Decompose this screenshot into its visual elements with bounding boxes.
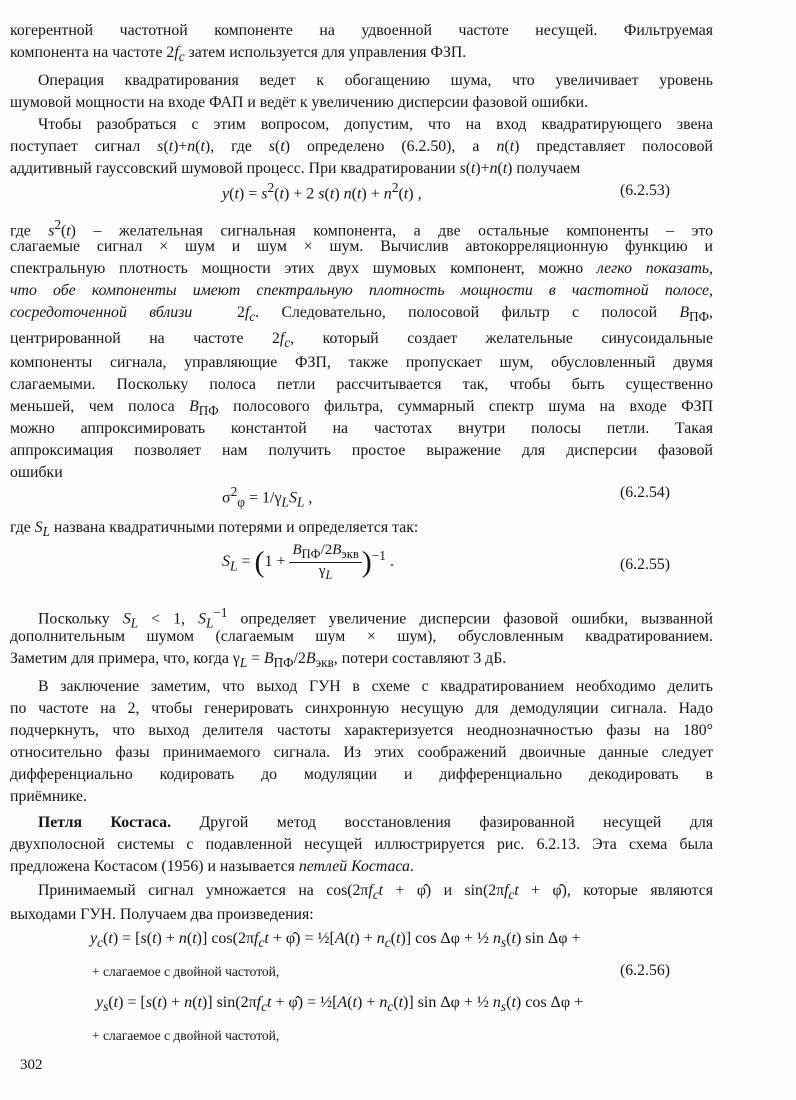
text-line: относительно фазы принимаемого сигнала. Из этих соображений двоичные данные следует bbox=[10, 744, 713, 761]
text-line: дифференциально кодировать до модуляции и дифференциально декодировать в bbox=[10, 766, 713, 783]
text-line: Чтобы разобраться с этим вопросом, допустим, что на вход квадратирующего звена bbox=[38, 116, 713, 133]
equation-number: (6.2.53) bbox=[620, 182, 671, 199]
equation-6-2-56b: $y_s(t) = [s(t) + n(t)] \sin(2\pi f_ct$ + φ̂) = ½[A(t) + $n_c(t)$] sin Δφ + ½ $n_s(t)$ cos Δφ + bbox=[96, 994, 584, 1015]
text-line: Операция квадратирования ведет к обогащению шума, что увеличивает уровень bbox=[38, 72, 713, 89]
text-line: компоненты сигнала, управляющие ФЗП, также пропускает шум, обусловленный двумя bbox=[10, 354, 713, 371]
text-line: по частоте на 2, чтобы генерировать синхронную несущую для демодуляции сигнала. Надо bbox=[10, 700, 713, 717]
text-line: шумовой мощности на входе ФАП и ведёт к увеличению дисперсии фазовой ошибки. bbox=[10, 94, 589, 111]
text-line: меньшей, чем полоса $B_{ПФ}$ полосового фильтра, суммарный спектр шума на входе ФЗП bbox=[10, 398, 713, 419]
text-line: Поскольку $S_L < 1$, $S_L^{-1}$ определяет увеличение дисперсии фазовой ошибки, вызванной bbox=[38, 605, 713, 631]
equation-continuation: + слагаемое с двойной частотой, bbox=[92, 964, 280, 979]
text-line: двухполосной системы с подавленной несущей иллюстрируется рис. 6.2.13. Эта схема была bbox=[10, 836, 713, 853]
text-line: где $S_L$ названа квадратичными потерями и определяется так: bbox=[10, 519, 419, 540]
text-line: Петля Костаса. Другой метод восстановления фазированной несущей для bbox=[38, 814, 713, 831]
equation-6-2-53: $y(t) = s^2(t) + 2$ s(t) $n(t) + n^2(t)$ , bbox=[222, 180, 422, 203]
text-line: спектральную плотность мощности этих двух шумовых компонент, можно легко показать, bbox=[10, 260, 713, 277]
text-line: сосредоточенной вблизи $2f_c$. Следовательно, полосовой фильтр с полосой $B_{ПФ}$, bbox=[10, 304, 713, 325]
equation-6-2-55: $S_L = (1$ + $\frac{B_{ПФ}/2B_{экв}}{\gamma_L}$ )$^{-1}$ . bbox=[222, 542, 394, 582]
text-line: предложена Костасом (1956) и называется петлей Костаса. bbox=[10, 858, 414, 875]
equation-number: (6.2.54) bbox=[620, 484, 671, 501]
equation-6-2-56a: $y_c(t) = [s(t) + n(t)] \cos(2\pi f_ct$ + φ̂) = ½[A(t) + $n_c(t)$] cos Δφ + ½ $n_s(t)$ sin Δφ + bbox=[90, 930, 581, 951]
page-number: 302 bbox=[20, 1057, 43, 1073]
text-line: что обе компоненты имеют спектральную плотность мощности в частотной полосе, bbox=[10, 282, 713, 299]
equation-number: (6.2.56) bbox=[620, 962, 671, 979]
equation-number: (6.2.55) bbox=[620, 556, 671, 573]
text-line: аппроксимация позволяет нам получить простое выражение для дисперсии фазовой bbox=[10, 442, 713, 459]
text-line: где $s^2(t)$ – желательная сигнальная компонента, а две остальные компоненты – это bbox=[10, 217, 713, 240]
text-line: выходами ГУН. Получаем два произведения: bbox=[10, 906, 314, 923]
text-line: можно аппроксимировать константой на частотах внутри полосы петли. Такая bbox=[10, 420, 713, 437]
text-line: Заметим для примера, что, когда $\gamma_L = B_{ПФ}/2B_{экв}$, потери составляют 3 дБ. bbox=[10, 650, 507, 671]
text-line: когерентной частотной компоненте на удвоенной частоте несущей. Фильтруемая bbox=[10, 22, 713, 39]
text-line: слагаемыми. Поскольку полоса петли рассчитывается так, чтобы быть существенно bbox=[10, 376, 713, 393]
text-line: Принимаемый сигнал умножается на $\cos(2\pi f_ct$ + φ̂) и $\sin(2\pi f_ct$ + φ̂), которые являются bbox=[38, 882, 713, 903]
equation-6-2-54: $\sigma^2_\varphi = 1/\gamma_LS_L$ , bbox=[222, 484, 313, 510]
text-line: ошибки bbox=[10, 464, 63, 481]
equation-continuation: + слагаемое с двойной частотой, bbox=[92, 1028, 280, 1043]
text-line: поступает сигнал s(t)+n(t), где s(t) определено (6.2.50), а n(t) представляет полосовой bbox=[10, 138, 714, 155]
text-line: центрированной на частоте $2f_c$, который создает желательные синусоидальные bbox=[10, 330, 714, 351]
text-line: компонента на частоте $2f_c$ затем используется для управления ФЗП. bbox=[10, 44, 467, 65]
text-line: подчеркнуть, что выход делителя частоты характеризуется неоднозначностью фазы на 180° bbox=[10, 722, 713, 739]
text-line: дополнительным шумом (слагаемым шум × шум), обусловленным квадратированием. bbox=[10, 628, 713, 645]
text-line: слагаемые сигнал × шум и шум × шум. Вычислив автокорреляционную функцию и bbox=[10, 238, 713, 255]
text-line: В заключение заметим, что выход ГУН в схеме с квадратированием необходимо делить bbox=[38, 678, 713, 695]
text-line: аддитивный гауссовский шумовой процесс. При квадратировании s(t)+n(t) получаем bbox=[10, 160, 581, 177]
text-line: приёмнике. bbox=[10, 788, 87, 805]
